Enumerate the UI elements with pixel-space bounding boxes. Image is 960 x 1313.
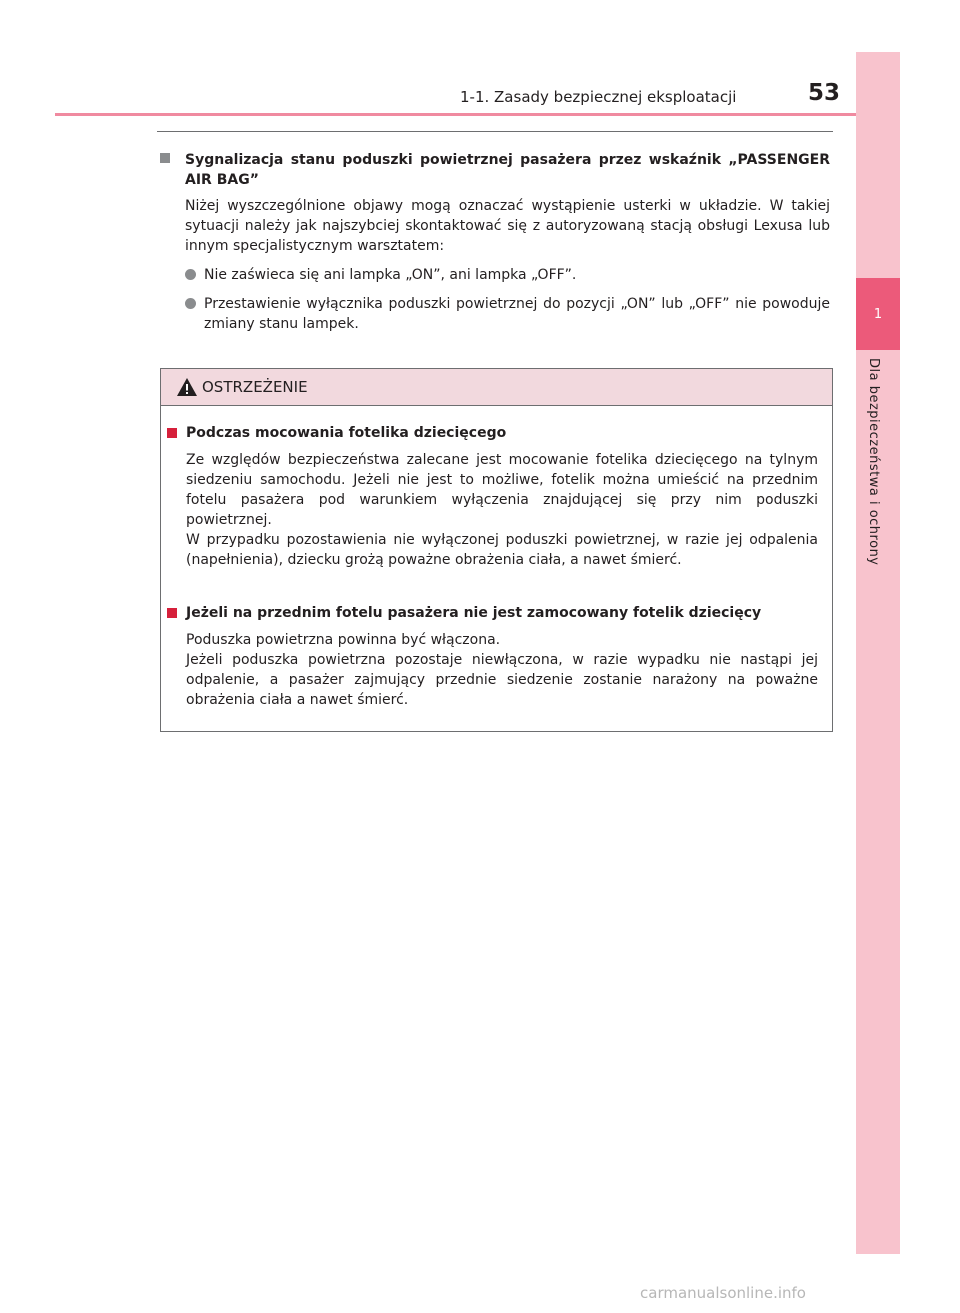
square-bullet-icon — [160, 153, 170, 163]
warning-paragraph: Jeżeli poduszka powietrzna pozostaje niewłączona, w razie wypadku nie nastąpi jej odpalenie, a pasażer zajmujący przednie siedzenie zostanie narażony na poważne obrażenia ciała a nawet śmierć. — [186, 652, 818, 708]
running-header: 1-1. Zasady bezpiecznej eksploatacji — [460, 88, 737, 106]
section-heading-text: Sygnalizacja stanu poduszki powietrznej pasażera przez wskaźnik „PASSENGER AIR BAG” — [185, 152, 830, 188]
warning-header — [161, 369, 832, 406]
header-rule — [55, 113, 856, 116]
warning-box: OSTRZEŻENIE Podczas mocowania fotelika dziecięcego Ze względów bezpieczeństwa zalecane jest mocowanie fotelika dziecięcego na tylnym siedzeniu samochodu. Jeżeli nie jest to możliwe, fotelik można umieścić na przednim fotelu pasażera pod warunkiem wyłączenia znajdującej się przy nim poduszki powietrznej. W przypadku pozostawienia nie wyłączonej poduszki powietrznej, w razie jej odpalenia (napełnienia), dziecku grożą poważne obrażenia ciała, a nawet śmierć. Jeżeli na przednim fotelu pasażera nie jest zamocowany fotelik dziecięcy Poduszka powietrzna powinna być włączona. Jeżeli poduszka powietrzna pozostaje niewłączona, w razie wypadku nie nastąpi jej odpalenie, a pasażer zajmujący przednie siedzenie zostanie narażony na poważne obrażenia ciała a nawet śmierć. — [160, 368, 833, 732]
section-paragraph: Niżej wyszczególnione objawy mogą oznaczać wystąpienie usterki w układzie. W takiej sytuacji należy jak najszybciej skontaktować się z autoryzowaną stacją obsługi Lexusa lub innym specjalistycznym warsztatem: — [185, 198, 830, 254]
round-bullet-icon — [185, 269, 196, 280]
warning-triangle-icon — [176, 377, 198, 397]
warning-title: OSTRZEŻENIE — [202, 378, 308, 396]
red-square-icon — [167, 428, 177, 438]
chapter-number: 1 — [856, 278, 900, 350]
watermark: carmanualsonline.info — [640, 1284, 806, 1302]
warning-paragraph: W przypadku pozostawienia nie wyłączonej poduszki powietrznej, w razie jej odpalenia (napełnienia), dziecku grożą poważne obrażenia ciała, a nawet śmierć. — [186, 532, 818, 568]
page-number: 53 — [808, 80, 841, 106]
round-bullet-icon — [185, 298, 196, 309]
warning-paragraph: Ze względów bezpieczeństwa zalecane jest mocowanie fotelika dziecięcego na tylnym siedzeniu samochodu. Jeżeli nie jest to możliwe, fotelik można umieścić na przednim fotelu pasażera pod warunkiem wyłączenia znajdującej się przy nim poduszki powietrznej. — [186, 452, 818, 528]
section-heading — [160, 150, 830, 188]
section-divider — [157, 131, 833, 132]
red-square-icon — [167, 608, 177, 618]
warning-paragraph: Poduszka powietrzna powinna być włączona. — [186, 632, 501, 648]
chapter-side-tab — [856, 52, 900, 1254]
chapter-title: Dla bezpieczeństwa i ochrony — [866, 358, 881, 566]
